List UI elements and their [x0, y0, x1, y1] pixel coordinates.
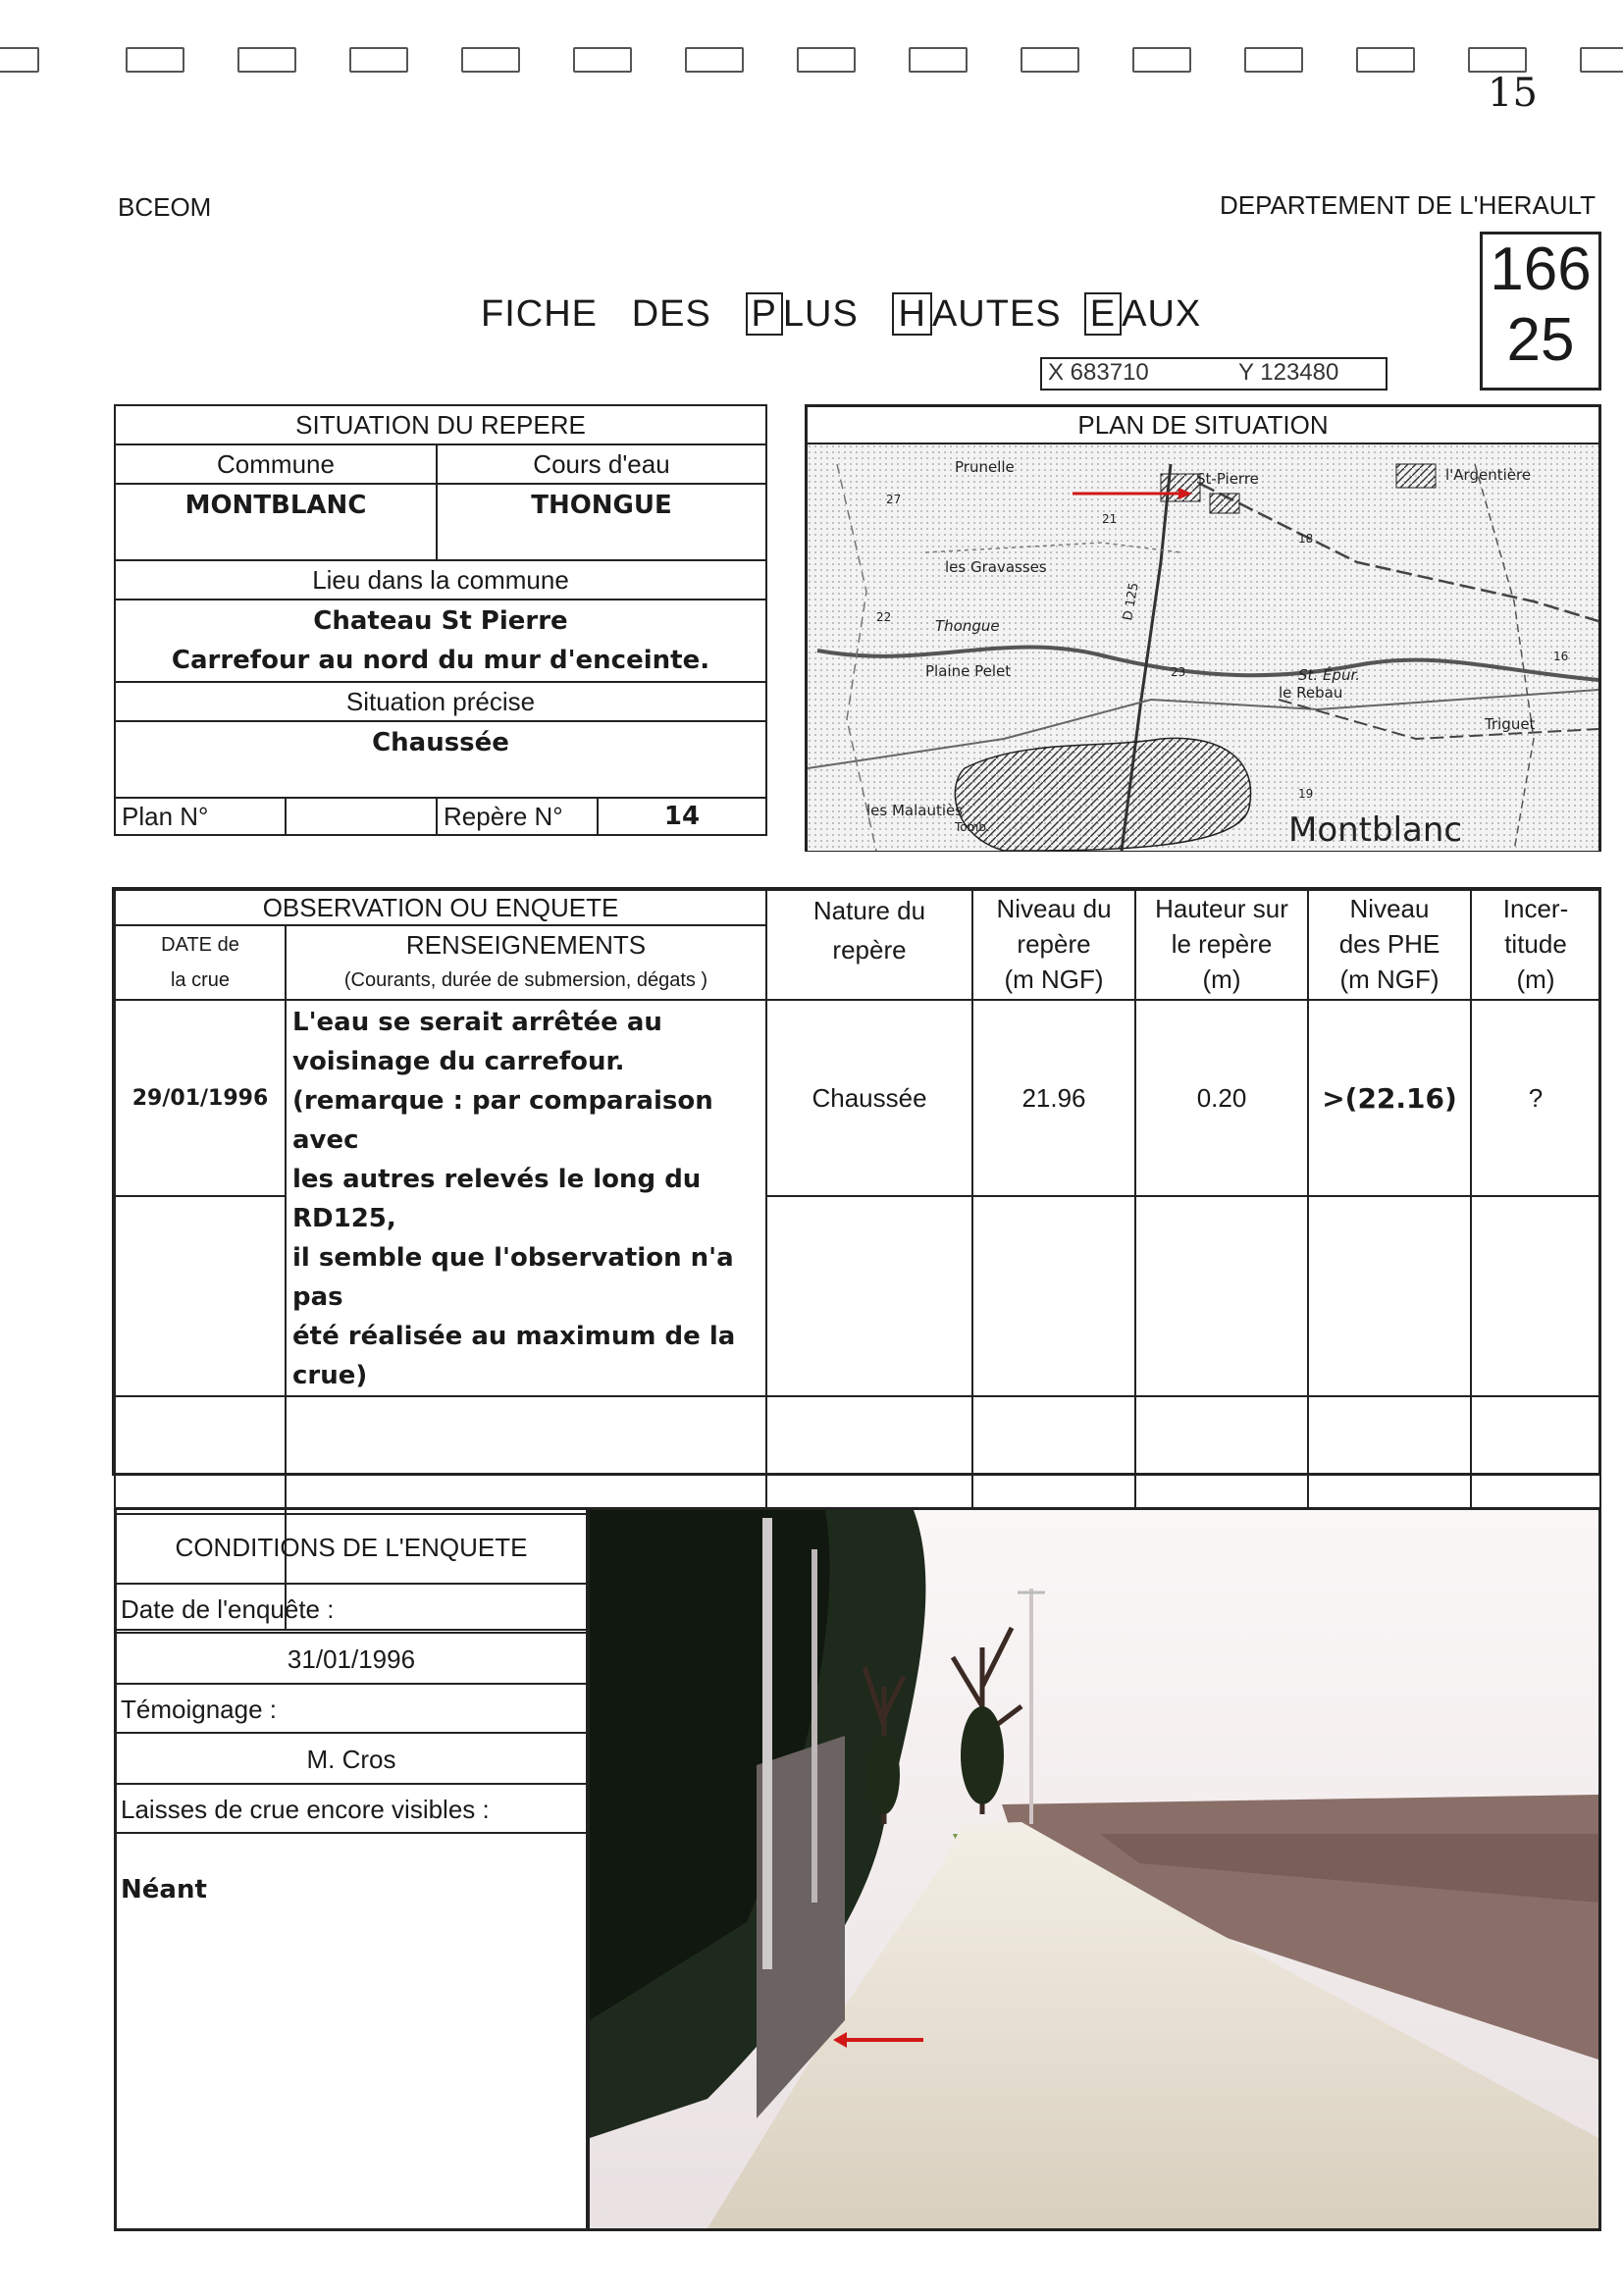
nature-header	[766, 890, 972, 1000]
text-line: été réalisée au maximum de la crue)	[292, 1322, 736, 1390]
situation-heading: SITUATION DU REPERE	[115, 405, 766, 444]
text-line: (remarque : par comparaison avec	[292, 1086, 713, 1155]
plan-label: Plan N°	[115, 798, 286, 835]
conditions-panel	[114, 1507, 589, 2231]
binder-hole	[126, 47, 184, 73]
precise-label: Situation précise	[115, 682, 766, 721]
lieu-value	[115, 600, 766, 682]
text-line: L'eau se serait arrêtée au	[292, 1008, 662, 1037]
renseignements-header	[286, 925, 766, 1000]
binder-hole	[0, 47, 39, 73]
title-boxed-letter: P	[746, 292, 783, 336]
header-line: des PHE	[1338, 929, 1440, 959]
photo-image	[590, 1510, 1598, 2228]
map-label: les Gravasses	[945, 558, 1047, 576]
lieu-label: Lieu dans la commune	[115, 560, 766, 600]
binder-hole	[1356, 47, 1415, 73]
title-boxed-letter: E	[1084, 292, 1122, 336]
binder-hole	[1021, 47, 1079, 73]
map-label: D 125	[1121, 581, 1142, 622]
empty-cell	[1135, 1196, 1308, 1396]
hauteur-value: 0.20	[1135, 1000, 1308, 1196]
header-line: (m NGF)	[1339, 965, 1440, 994]
coordinates-box	[1040, 357, 1387, 391]
enquete-date-label: Date de l'enquête :	[117, 1585, 586, 1634]
map-heading: PLAN DE SITUATION	[808, 407, 1598, 444]
binder-hole	[1244, 47, 1303, 73]
crue-date: 29/01/1996	[115, 1000, 286, 1196]
title-word: DES	[631, 293, 711, 335]
renseignements-text	[286, 1000, 766, 1396]
binder-hole	[237, 47, 296, 73]
empty-cell	[1471, 1196, 1600, 1396]
hauteur-header	[1135, 890, 1308, 1000]
date-header	[115, 925, 286, 1000]
empty-cell	[972, 1196, 1135, 1396]
binder-hole	[349, 47, 408, 73]
cours-value: THONGUE	[437, 484, 766, 560]
commune-value: MONTBLANC	[115, 484, 437, 560]
map-label: 18	[1298, 532, 1314, 546]
laisses-label: Laisses de crue encore visibles :	[117, 1785, 586, 1834]
title-boxed-letter: H	[892, 292, 931, 336]
sheet-code-top: 166	[1490, 235, 1592, 303]
title-word: AUX	[1122, 293, 1202, 335]
map-label: 21	[1102, 512, 1118, 526]
map-label: Plaine Pelet	[925, 662, 1012, 680]
map-label: St. Épur.	[1298, 666, 1361, 684]
header-line: (m)	[1202, 965, 1241, 994]
repere-label: Repère N°	[437, 798, 598, 835]
binder-holes	[0, 47, 1623, 77]
page-title	[481, 292, 1201, 336]
x-coordinate: X 683710	[1048, 359, 1149, 386]
header-line: Niveau du	[996, 894, 1112, 923]
incertitude-value: ?	[1471, 1000, 1600, 1196]
map-label: l'Argentière	[1445, 466, 1532, 484]
text-line: il semble que l'observation n'a pas	[292, 1243, 734, 1312]
empty-cell	[1471, 1396, 1600, 1514]
empty-cell	[766, 1196, 972, 1396]
situation-map	[805, 404, 1601, 852]
header-line: Incer-	[1502, 894, 1569, 923]
niveau-header	[972, 890, 1135, 1000]
map-label: St-Pierre	[1196, 470, 1259, 488]
temoignage-value: M. Cros	[117, 1734, 586, 1785]
observation-heading: OBSERVATION OU ENQUETE	[115, 890, 766, 925]
niveau-value: 21.96	[972, 1000, 1135, 1196]
empty-cell	[1308, 1196, 1471, 1396]
lieu-line: Chateau St Pierre	[313, 606, 568, 636]
binder-hole	[797, 47, 856, 73]
map-label: Montblanc	[1288, 810, 1463, 850]
header-line: la crue	[170, 969, 231, 991]
enquete-date: 31/01/1996	[117, 1634, 586, 1685]
title-word: LUS	[782, 293, 859, 335]
binder-hole	[685, 47, 744, 73]
header-line: repère	[832, 935, 907, 965]
header-line: repère	[1017, 929, 1091, 959]
plan-value	[286, 798, 437, 835]
binder-hole	[573, 47, 632, 73]
situation-table	[114, 404, 767, 836]
map-label: Tomb.	[955, 820, 990, 834]
map-label: Thongue	[935, 617, 1000, 635]
binder-hole	[1468, 47, 1527, 73]
header-line: RENSEIGNEMENTS	[405, 930, 647, 960]
binder-hole	[1580, 47, 1623, 73]
header-line: le repère	[1171, 929, 1273, 959]
empty-cell	[1135, 1396, 1308, 1514]
department-name: DEPARTEMENT DE L'HERAULT	[1219, 190, 1596, 220]
map-label: 16	[1553, 650, 1569, 663]
text-line: voisinage du carrefour.	[292, 1047, 625, 1076]
map-label: 22	[876, 610, 892, 624]
binder-hole	[909, 47, 968, 73]
map-label: le Rebau	[1279, 684, 1343, 702]
repere-value: 14	[598, 798, 766, 835]
commune-label: Commune	[115, 444, 437, 484]
header-line: Hauteur sur	[1155, 894, 1288, 923]
header-line: Nature du	[812, 896, 926, 925]
empty-cell	[115, 1196, 286, 1396]
header-line: (m NGF)	[1004, 965, 1104, 994]
map-label: 27	[886, 493, 902, 506]
laisses-value: Néant	[121, 1875, 207, 1905]
incertitude-header	[1471, 890, 1600, 1000]
sheet-code-bottom: 25	[1506, 306, 1575, 374]
org-name: BCEOM	[118, 192, 212, 222]
lieu-line: Carrefour au nord du mur d'enceinte.	[171, 646, 710, 675]
map-label: 23	[1171, 665, 1186, 679]
empty-cell	[115, 1396, 286, 1514]
phe-header	[1308, 890, 1471, 1000]
text-line: les autres relevés le long du RD125,	[292, 1165, 702, 1233]
cours-label: Cours d'eau	[437, 444, 766, 484]
binder-hole	[1132, 47, 1191, 73]
y-coordinate: Y 123480	[1238, 359, 1339, 386]
map-image	[808, 444, 1598, 851]
site-photo	[587, 1507, 1601, 2231]
nature-value: Chaussée	[766, 1000, 972, 1196]
empty-cell	[1308, 1396, 1471, 1514]
map-label: Triguet	[1485, 715, 1536, 733]
precise-value: Chaussée	[115, 721, 766, 798]
binder-hole	[461, 47, 520, 73]
header-line: titude	[1504, 929, 1567, 959]
map-label: Prunelle	[955, 458, 1015, 476]
sheet-code	[1480, 232, 1601, 391]
empty-cell	[972, 1396, 1135, 1514]
conditions-heading: CONDITIONS DE L'ENQUETE	[117, 1510, 586, 1585]
title-word: FICHE	[481, 293, 598, 335]
empty-cell	[286, 1396, 766, 1514]
map-label: les Malautiès	[866, 802, 964, 819]
map-label: 19	[1298, 787, 1314, 801]
empty-cell	[766, 1396, 972, 1514]
temoignage-label: Témoignage :	[117, 1685, 586, 1734]
title-word: AUTES	[931, 293, 1062, 335]
header-line: (Courants, durée de submersion, dégats )	[343, 969, 708, 991]
header-line: (m)	[1516, 965, 1555, 994]
phe-value: >(22.16)	[1308, 1000, 1471, 1196]
header-line: DATE de	[161, 934, 239, 956]
header-line: Niveau	[1349, 894, 1430, 923]
page-number: 15	[1488, 71, 1538, 116]
